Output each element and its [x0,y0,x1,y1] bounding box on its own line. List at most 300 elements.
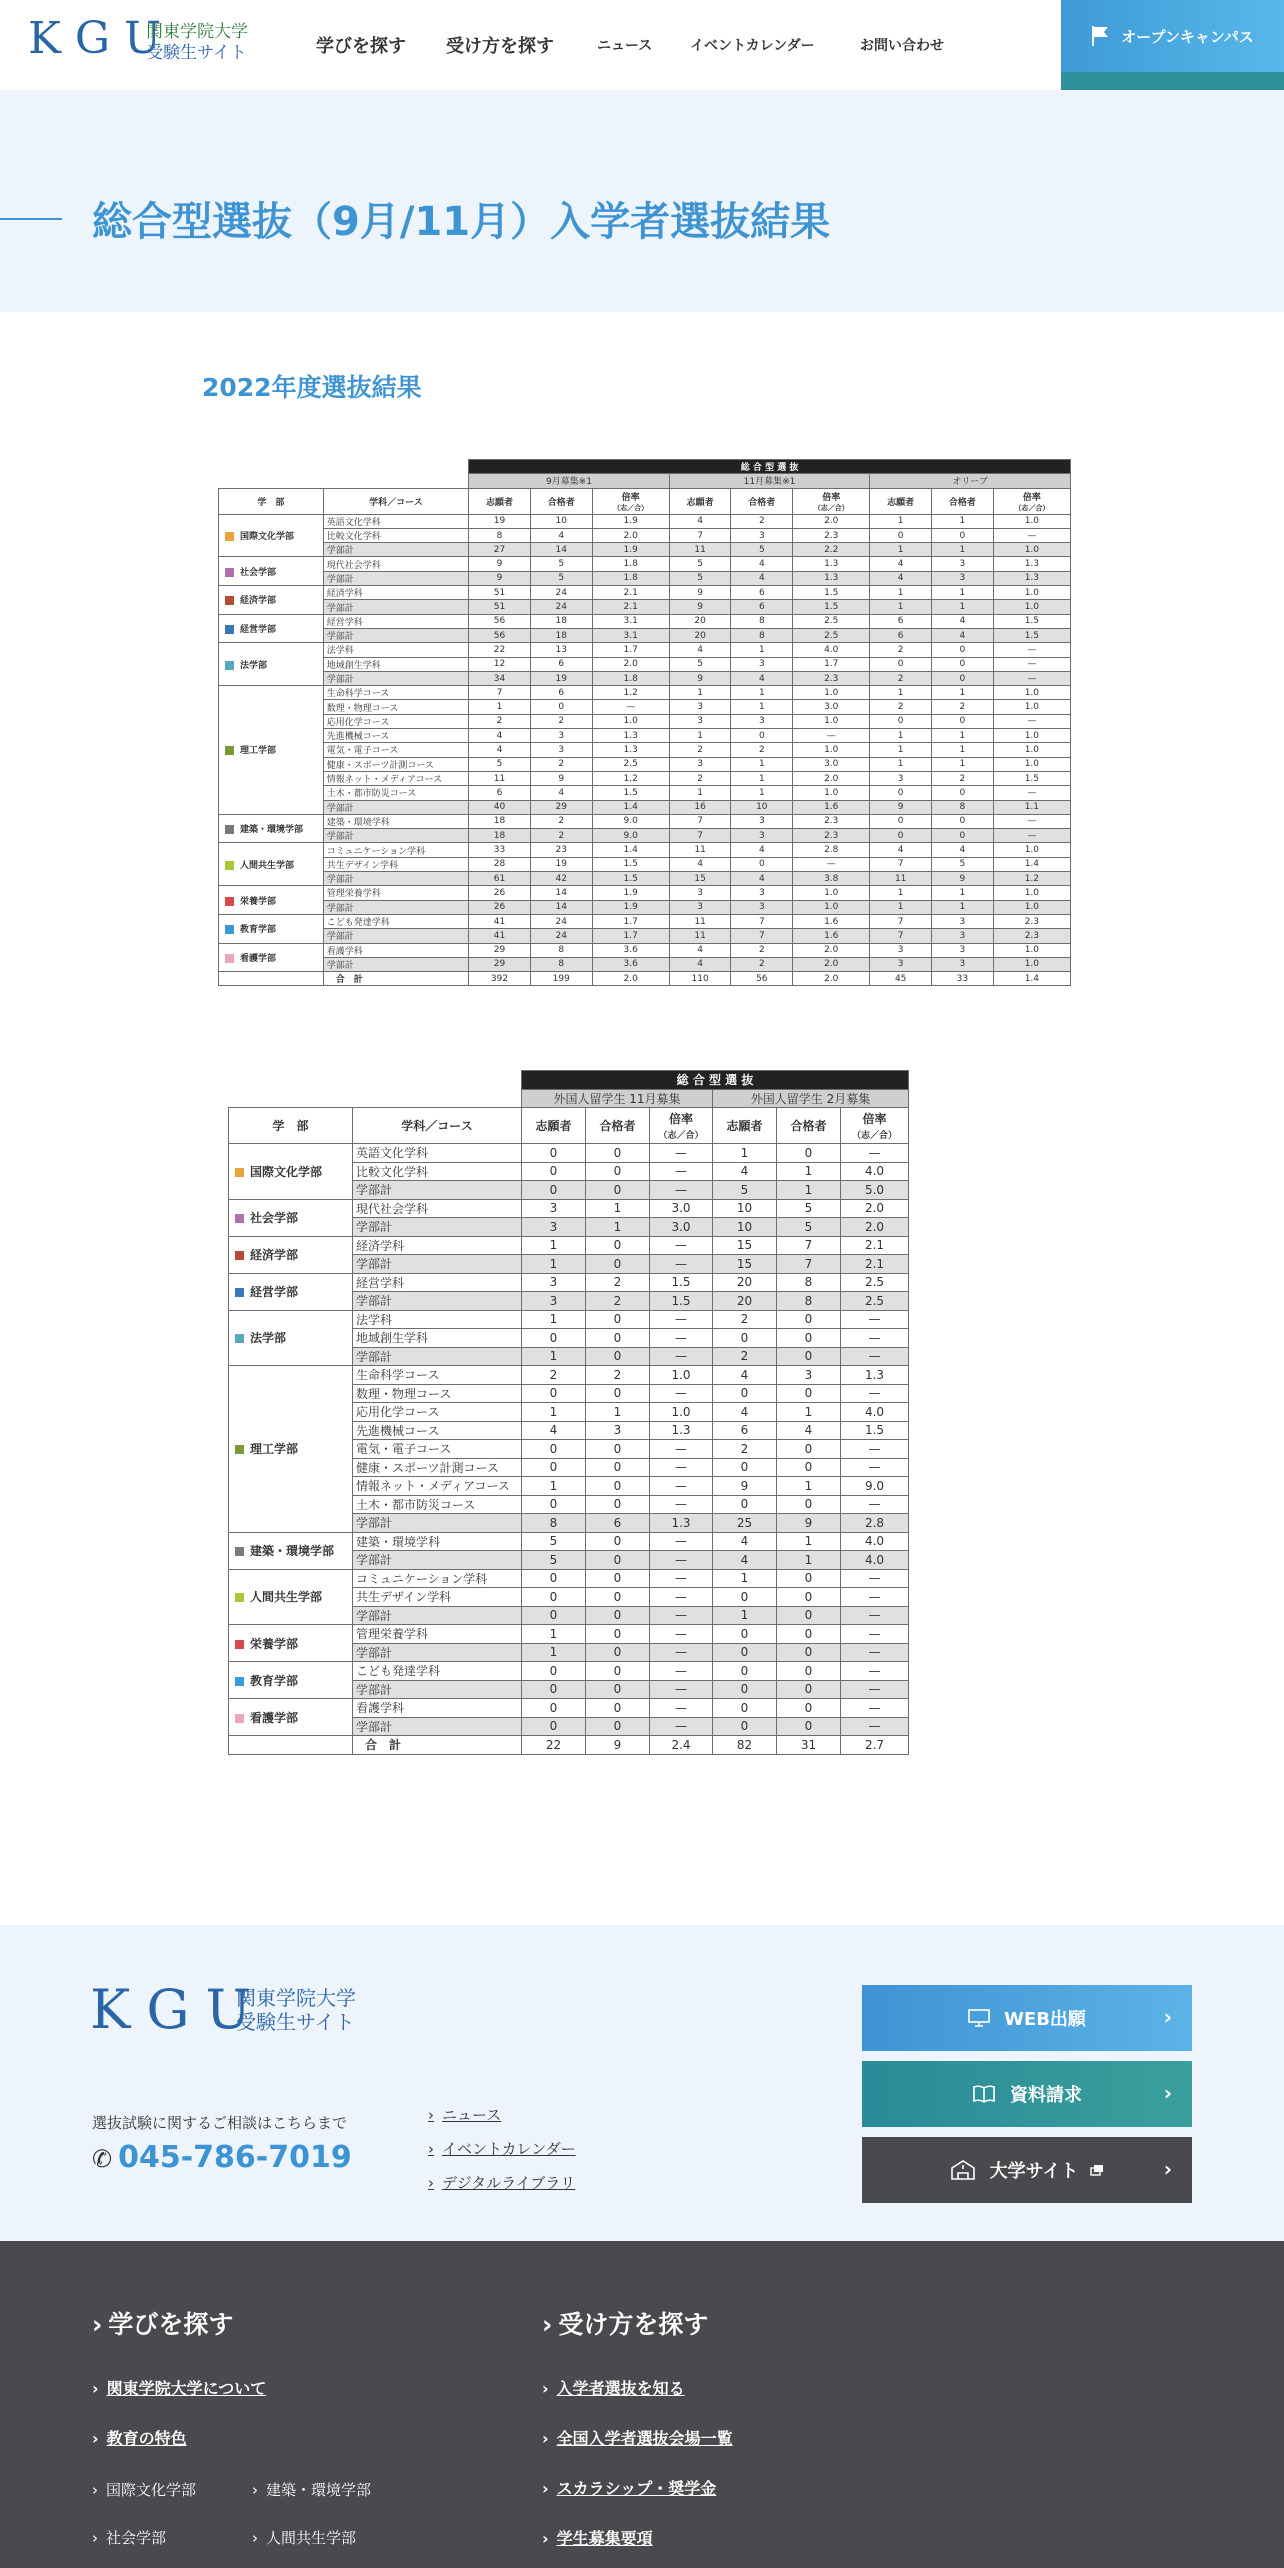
faculty-cell [219,914,324,943]
value-cell: 0 [932,829,994,843]
value-cell: 8 [731,628,793,642]
value-cell: 1.3 [650,1514,713,1533]
value-cell: — [841,1144,909,1163]
value-cell: — [841,1625,909,1644]
col-ratio-sub: （志／合） [613,503,649,512]
course-cell: 地域創生学科 [323,657,468,671]
value-cell: 4 [669,643,731,657]
value-cell: — [841,1440,909,1459]
value-cell: 2 [669,743,731,757]
value-cell: 2.0 [793,957,870,971]
course-cell: 学部計 [323,929,468,943]
value-cell: 1 [669,786,731,800]
value-cell: 1 [469,700,531,714]
col-applicants: 志願者 [522,1108,586,1144]
total-value-cell: 2.0 [793,972,870,986]
value-cell: 1 [522,1477,586,1496]
value-cell: 4 [731,671,793,685]
faculty-label: 社会学部 [250,1211,299,1225]
value-cell: 2 [731,743,793,757]
faculty-color-swatch [225,825,234,834]
page-hero [0,90,1284,312]
faculty-cell [229,1310,353,1366]
value-cell: 14 [530,886,592,900]
value-cell: — [650,1181,713,1200]
table-row [219,743,1071,757]
value-cell: 6 [870,628,932,642]
value-cell: 9 [713,1477,777,1496]
table1-banner: 総 合 型 選 抜 [469,460,1071,474]
value-cell: 0 [713,1625,777,1644]
table-row [219,786,1071,800]
value-cell: 0 [777,1329,841,1348]
sitemap-link-label: 教育の特色 [106,2429,187,2448]
course-cell: 法学科 [353,1310,522,1329]
footer-request-button[interactable] [862,2061,1192,2127]
value-cell: 3 [932,914,994,928]
sitemap-faculty-label: 社会学部 [106,2529,167,2547]
course-cell: 英語文化学科 [323,514,468,528]
value-cell: 18 [469,814,531,828]
value-cell: 5 [669,557,731,571]
faculty-cell [219,814,324,843]
value-cell: 2 [870,700,932,714]
faculty-color-swatch [225,661,234,670]
contact-phone[interactable] [92,2140,352,2175]
value-cell: 0 [586,1606,650,1625]
value-cell: — [993,829,1070,843]
value-cell: 0 [522,1662,586,1681]
footer-logo-text[interactable] [236,1986,356,2034]
value-cell: 0 [522,1680,586,1699]
value-cell: 11 [870,872,932,886]
value-cell: 2.1 [592,600,669,614]
sitemap-faculty-link[interactable] [252,2479,371,2500]
sitemap-faculty-link[interactable] [92,2479,196,2500]
faculty-color-swatch [225,625,234,634]
value-cell: 1.8 [592,671,669,685]
value-cell: 1.7 [592,914,669,928]
sitemap-apply-title[interactable] [542,2305,708,2341]
nav-news[interactable]: ニュース [597,38,653,54]
value-cell: 1.3 [993,571,1070,585]
value-cell: 1.7 [592,643,669,657]
value-cell: 1.0 [993,943,1070,957]
logo-text[interactable] [146,22,248,64]
value-cell: 1 [522,1643,586,1662]
value-cell: 4 [669,514,731,528]
course-cell: 健康・スポーツ計測コース [323,757,468,771]
table-row [229,1310,909,1329]
value-cell: 19 [469,514,531,528]
course-cell: 学部計 [323,671,468,685]
value-cell: 2.0 [592,657,669,671]
value-cell: 1 [932,600,994,614]
nav-learn[interactable]: 学びを探す [316,36,406,57]
table-row [219,700,1071,714]
course-cell: 経営学科 [323,614,468,628]
table-row [219,600,1071,614]
total-value-cell: 199 [530,972,592,986]
table-row [219,571,1071,585]
value-cell: 1 [731,786,793,800]
value-cell: 1.4 [592,800,669,814]
value-cell: 0 [870,786,932,800]
value-cell: 0 [870,528,932,542]
value-cell: 0 [586,1181,650,1200]
sitemap-link-scholarship[interactable] [542,2476,716,2499]
course-cell: 地域創生学科 [353,1329,522,1348]
table-row [219,714,1071,728]
value-cell: 1.2 [592,686,669,700]
value-cell: 29 [469,957,531,971]
col-ratio-sub: （志／合） [851,1131,897,1141]
chevron-right-icon: › [542,2529,549,2548]
total-value-cell: 33 [932,972,994,986]
faculty-color-swatch [225,861,234,870]
value-cell: — [650,1551,713,1570]
value-cell: 7 [669,528,731,542]
faculty-color-swatch [235,1168,244,1177]
value-cell: 1.7 [592,929,669,943]
col-course: 学科／コース [353,1108,522,1144]
value-cell: 9.0 [841,1477,909,1496]
value-cell: 5 [932,857,994,871]
value-cell: 0 [777,1144,841,1163]
value-cell: 9 [669,586,731,600]
value-cell: — [650,1606,713,1625]
value-cell: 0 [586,1144,650,1163]
sitemap-learn-title[interactable] [92,2305,233,2341]
table-row [219,857,1071,871]
value-cell: 4 [713,1366,777,1385]
value-cell: 26 [469,886,531,900]
sitemap-link-about[interactable] [92,2376,266,2399]
value-cell: 3.6 [592,957,669,971]
value-cell: 1.3 [592,729,669,743]
value-cell: 3 [870,957,932,971]
value-cell: 2 [731,957,793,971]
value-cell: — [650,1662,713,1681]
chevron-right-icon: › [542,2429,549,2448]
value-cell: 56 [469,614,531,628]
value-cell: 2 [469,714,531,728]
open-campus-button[interactable] [1061,0,1284,72]
total-row [219,972,1071,986]
course-cell: 学部計 [353,1514,522,1533]
value-cell: 11 [669,914,731,928]
value-cell: 0 [777,1680,841,1699]
value-cell: 3.0 [793,757,870,771]
faculty-color-swatch [235,1334,244,1343]
value-cell: — [650,1588,713,1607]
value-cell: 9 [469,557,531,571]
footer-link-news[interactable] [428,2104,501,2125]
web-application-button[interactable] [862,1985,1192,2051]
value-cell: 4 [469,729,531,743]
table-row [229,1366,909,1385]
value-cell: 4.0 [841,1551,909,1570]
value-cell: 1.0 [993,514,1070,528]
value-cell: 1.0 [650,1403,713,1422]
value-cell: 42 [530,872,592,886]
value-cell: 2.3 [793,829,870,843]
value-cell: 1.5 [592,857,669,871]
value-cell: 3.0 [793,700,870,714]
value-cell: — [841,1717,909,1736]
value-cell: 4 [932,614,994,628]
value-cell: 0 [777,1384,841,1403]
value-cell: 0 [777,1625,841,1644]
faculty-color-swatch [235,1214,244,1223]
faculty-color-swatch [235,1677,244,1686]
course-cell: 学部計 [353,1181,522,1200]
value-cell: 3 [522,1199,586,1218]
value-cell: 1 [731,700,793,714]
value-cell: — [841,1606,909,1625]
footer-logo-line2: 受験生サイト [236,2010,355,2034]
value-cell: 1.0 [793,900,870,914]
course-cell: 現代社会学科 [323,557,468,571]
sitemap-link-features[interactable] [92,2426,187,2449]
value-cell: 2.0 [592,528,669,542]
value-cell: 2 [713,1310,777,1329]
value-cell: 13 [530,643,592,657]
value-cell: 9.0 [592,829,669,843]
value-cell: 0 [522,1144,586,1163]
value-cell: — [841,1329,909,1348]
value-cell: 0 [713,1495,777,1514]
chevron-right-icon: › [428,2106,434,2124]
value-cell: 1 [870,600,932,614]
value-cell: 1.0 [993,886,1070,900]
value-cell: 8 [932,800,994,814]
value-cell: — [993,814,1070,828]
value-cell: 1.9 [592,886,669,900]
faculty-label: 人間共生学部 [240,860,295,871]
open-campus-label: オープンキャンパス [1121,27,1254,46]
value-cell: 0 [777,1699,841,1718]
value-cell: 0 [586,1532,650,1551]
course-cell: 電気・電子コース [353,1440,522,1459]
value-cell: 1.3 [650,1421,713,1440]
value-cell: 1.2 [592,771,669,785]
course-cell: 学部計 [323,829,468,843]
chevron-right-icon: › [92,2379,99,2398]
col-ratio [650,1108,713,1144]
value-cell: — [993,643,1070,657]
value-cell: 1 [870,886,932,900]
footer-logo[interactable]: KGU [90,1978,267,2041]
value-cell: 4 [669,957,731,971]
university-site-button[interactable] [862,2137,1192,2203]
faculty-label: 看護学部 [240,953,277,964]
table-row [229,1569,909,1588]
value-cell: 29 [469,943,531,957]
col-ratio [592,488,669,514]
value-cell: — [650,1384,713,1403]
course-cell: 学部計 [353,1606,522,1625]
table-row [219,628,1071,642]
value-cell: 1.3 [592,743,669,757]
faculty-label: 看護学部 [250,1710,299,1725]
value-cell: — [650,1347,713,1366]
table-row [219,900,1071,914]
col-passed: 合格者 [932,488,994,514]
value-cell: 8 [530,943,592,957]
course-cell: 建築・環境学科 [353,1532,522,1551]
value-cell: 0 [870,714,932,728]
course-cell: 共生デザイン学科 [353,1588,522,1607]
value-cell: 1.0 [993,843,1070,857]
value-cell: 0 [932,786,994,800]
chevron-right-icon: › [428,2174,434,2192]
sitemap-link-guidelines[interactable] [542,2526,653,2549]
value-cell: 20 [713,1273,777,1292]
table-row [229,1532,909,1551]
course-cell: 管理栄養学科 [353,1625,522,1644]
value-cell: 1 [522,1255,586,1274]
value-cell: 0 [586,1680,650,1699]
value-cell: 6 [530,686,592,700]
total-label: 合 計 [323,972,468,986]
value-cell: 3 [932,571,994,585]
value-cell: 1.5 [841,1421,909,1440]
value-cell: 0 [586,1347,650,1366]
value-cell: 0 [522,1458,586,1477]
value-cell: 8 [731,614,793,628]
sitemap-faculty-label: 建築・環境学部 [266,2481,372,2499]
value-cell: 1.3 [841,1366,909,1385]
value-cell: 7 [731,914,793,928]
faculty-cell [219,843,324,886]
footer-link-event-calendar[interactable] [428,2138,576,2159]
value-cell: 2.8 [841,1514,909,1533]
chevron-right-icon: › [92,2310,103,2339]
course-cell: 学部計 [353,1717,522,1736]
chevron-right-icon: › [92,2481,98,2499]
faculty-label: 経済学部 [240,596,277,607]
value-cell: 2.5 [841,1292,909,1311]
value-cell: 25 [713,1514,777,1533]
value-cell: 1.4 [592,843,669,857]
value-cell: 18 [469,829,531,843]
course-cell: 学部計 [353,1643,522,1662]
faculty-cell [219,557,324,586]
logo[interactable]: KGU [28,13,176,64]
value-cell: 61 [469,872,531,886]
total-label: 合 計 [353,1736,522,1755]
value-cell: 2.5 [592,757,669,771]
value-cell: 1.9 [592,543,669,557]
sitemap-link-label: 関東学院大学について [106,2379,267,2398]
value-cell: 0 [522,1699,586,1718]
value-cell: 0 [586,1384,650,1403]
value-cell: 2.3 [993,914,1070,928]
value-cell: 5 [777,1218,841,1237]
value-cell: 3 [731,886,793,900]
university-site-label: 大学サイト [989,2161,1079,2182]
sitemap-link-selection[interactable] [542,2376,685,2399]
value-cell: — [841,1699,909,1718]
sitemap-faculty-link[interactable] [92,2527,166,2548]
faculty-cell [219,886,324,915]
value-cell: 2.0 [793,771,870,785]
nav-event-calendar[interactable]: イベントカレンダー [690,38,815,54]
value-cell: 20 [713,1292,777,1311]
nav-apply[interactable]: 受け方を探す [446,36,554,57]
table1-group-nov: 11月募集※1 [669,474,870,488]
faculty-label: 栄養学部 [250,1636,299,1651]
value-cell: — [650,1643,713,1662]
sitemap-faculty-link[interactable] [252,2527,356,2548]
sitemap-link-venues[interactable] [542,2426,733,2449]
chevron-right-icon: › [92,2529,98,2547]
value-cell: 0 [522,1606,586,1625]
value-cell: 0 [522,1181,586,1200]
value-cell: — [841,1662,909,1681]
value-cell: 2.3 [993,929,1070,943]
value-cell: 0 [932,814,994,828]
value-cell: 2 [932,700,994,714]
value-cell: 5 [669,657,731,671]
value-cell: 0 [713,1699,777,1718]
table2-group-nov: 外国人留学生 11月募集 [522,1089,713,1108]
value-cell: 0 [777,1495,841,1514]
value-cell: — [650,1495,713,1514]
course-cell: 土木・都市防災コース [353,1495,522,1514]
course-cell: 看護学科 [323,943,468,957]
value-cell: 1 [932,686,994,700]
value-cell: 1 [932,729,994,743]
results-table-2 [228,1070,909,1755]
value-cell: 0 [586,1643,650,1662]
value-cell: 3 [870,943,932,957]
footer-link-digital-library[interactable] [428,2172,575,2193]
value-cell: 5 [713,1181,777,1200]
value-cell: 16 [669,800,731,814]
faculty-color-swatch [225,596,234,605]
value-cell: 24 [530,914,592,928]
value-cell: 0 [713,1643,777,1662]
course-cell: 先進機械コース [353,1421,522,1440]
course-cell: 数理・物理コース [353,1384,522,1403]
col-ratio [841,1108,909,1144]
value-cell: 1.0 [793,686,870,700]
chevron-right-icon: › [542,2479,549,2498]
value-cell: — [650,1458,713,1477]
nav-contact[interactable]: お問い合わせ [860,38,944,54]
table-row [219,686,1071,700]
value-cell: 3 [669,886,731,900]
course-cell: 法学科 [323,643,468,657]
value-cell: 24 [530,929,592,943]
value-cell: 1 [777,1181,841,1200]
value-cell: 0 [777,1662,841,1681]
value-cell: 1 [932,543,994,557]
value-cell: 23 [530,843,592,857]
value-cell: 1.0 [993,700,1070,714]
total-value-cell: 110 [669,972,731,986]
value-cell: 33 [469,843,531,857]
value-cell: 0 [586,1458,650,1477]
faculty-label: 教育学部 [240,925,277,936]
value-cell: 29 [530,800,592,814]
course-cell: 経営学科 [353,1273,522,1292]
course-cell: 情報ネット・メディアコース [353,1477,522,1496]
value-cell: 40 [469,800,531,814]
value-cell: 1.0 [993,686,1070,700]
